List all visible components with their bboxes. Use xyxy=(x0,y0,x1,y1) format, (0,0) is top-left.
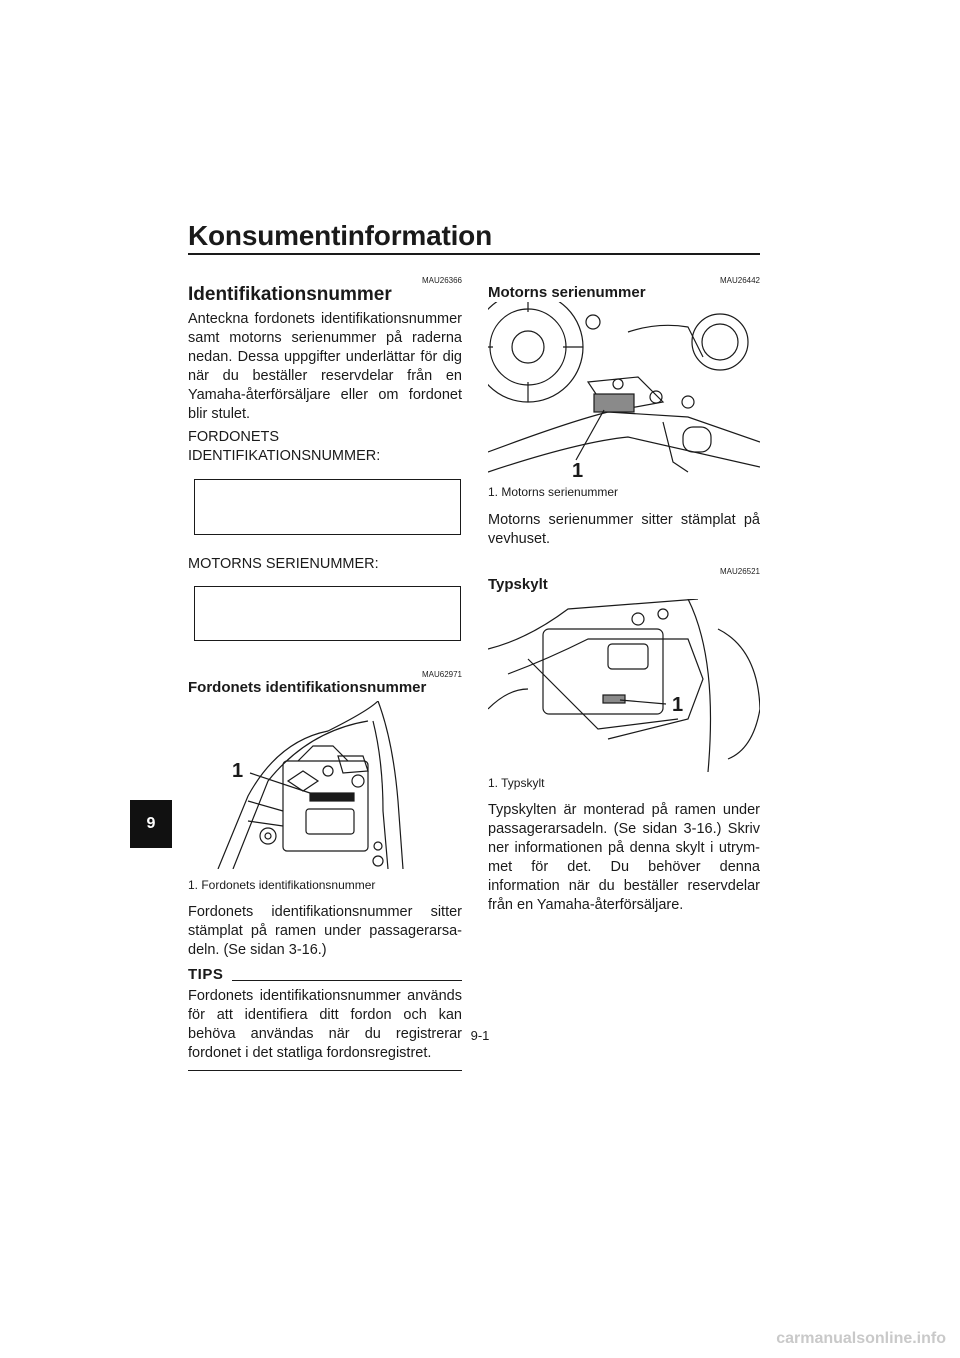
vin-figure-illustration xyxy=(188,701,462,869)
vin-section-code: MAU62971 xyxy=(421,670,462,679)
page-title: Konsumentinformation xyxy=(188,220,492,251)
vin-figure-caption: 1. Fordonets identifikationsnummer xyxy=(188,878,376,892)
engine-figure xyxy=(488,302,760,480)
engine-callout-number: 1 xyxy=(572,460,584,482)
plate-paragraph: Typskylten är monterad på ramen under passagerarsadeln. (Se sidan 3-16.) Skriv ner informationen på denna skylt i utrym-met för det. Du behöver denna information när du beställer reservdelar från en Yamaha-återförsäljare. xyxy=(488,802,760,913)
watermark: carmanualsonline.info xyxy=(776,1330,946,1347)
plate-figure xyxy=(488,599,760,772)
vin-section-title: Fordonets identifikationsnummer xyxy=(188,679,427,696)
chapter-tab: 9 xyxy=(130,800,172,848)
page-number: 9-1 xyxy=(470,1028,490,1043)
engine-figure-caption: 1. Motorns serienummer xyxy=(488,485,619,499)
tips-top-rule xyxy=(232,980,462,981)
plate-figure-caption: 1. Typskylt xyxy=(488,776,545,790)
vin-callout-number: 1 xyxy=(232,760,244,782)
engine-entry-box[interactable] xyxy=(194,586,461,641)
intro-paragraph: Anteckna fordonets identifikationsnummer samt motorns serienummer på raderna nedan. Dessa uppgifter underlättar för dig när du beställer reservdelar från en Yamaha-återförsäljare eller om fordonet blir stulet. xyxy=(188,311,462,422)
vin-paragraph: Fordonets identifikationsnummer sitter stämplat på ramen under passagerarsa-deln. (Se sidan 3-16.) xyxy=(188,904,462,958)
vin-entry-box[interactable] xyxy=(194,479,461,535)
tips-paragraph: Fordonets identifikationsnummer används för att identifiera ditt fordon och kan behöva användas när du registrerar fordonet i det statliga fordonsregistret. xyxy=(188,988,462,1061)
section-title: Identifikationsnummer xyxy=(188,284,392,305)
engine-section-code: MAU26442 xyxy=(719,276,760,285)
section-code: MAU26366 xyxy=(421,276,462,285)
title-rule xyxy=(188,253,760,255)
engine-figure-illustration xyxy=(488,302,760,480)
tips-bottom-rule xyxy=(188,1070,462,1071)
plate-section-title: Typskylt xyxy=(488,576,548,593)
plate-callout-number: 1 xyxy=(672,694,684,716)
vin-field-label-line2: IDENTIFIKATIONSNUMMER: xyxy=(188,448,381,464)
engine-paragraph: Motorns serienummer sitter stämplat på vevhuset. xyxy=(488,512,760,547)
plate-figure-illustration xyxy=(488,599,760,772)
tips-label: TIPS xyxy=(188,966,224,983)
vin-field-label-line1: FORDONETS xyxy=(188,429,280,445)
engine-section-title: Motorns serienummer xyxy=(488,284,646,301)
engine-field-label: MOTORNS SERIENUMMER: xyxy=(188,556,379,572)
plate-section-code: MAU26521 xyxy=(719,567,760,576)
vin-figure xyxy=(188,701,462,869)
